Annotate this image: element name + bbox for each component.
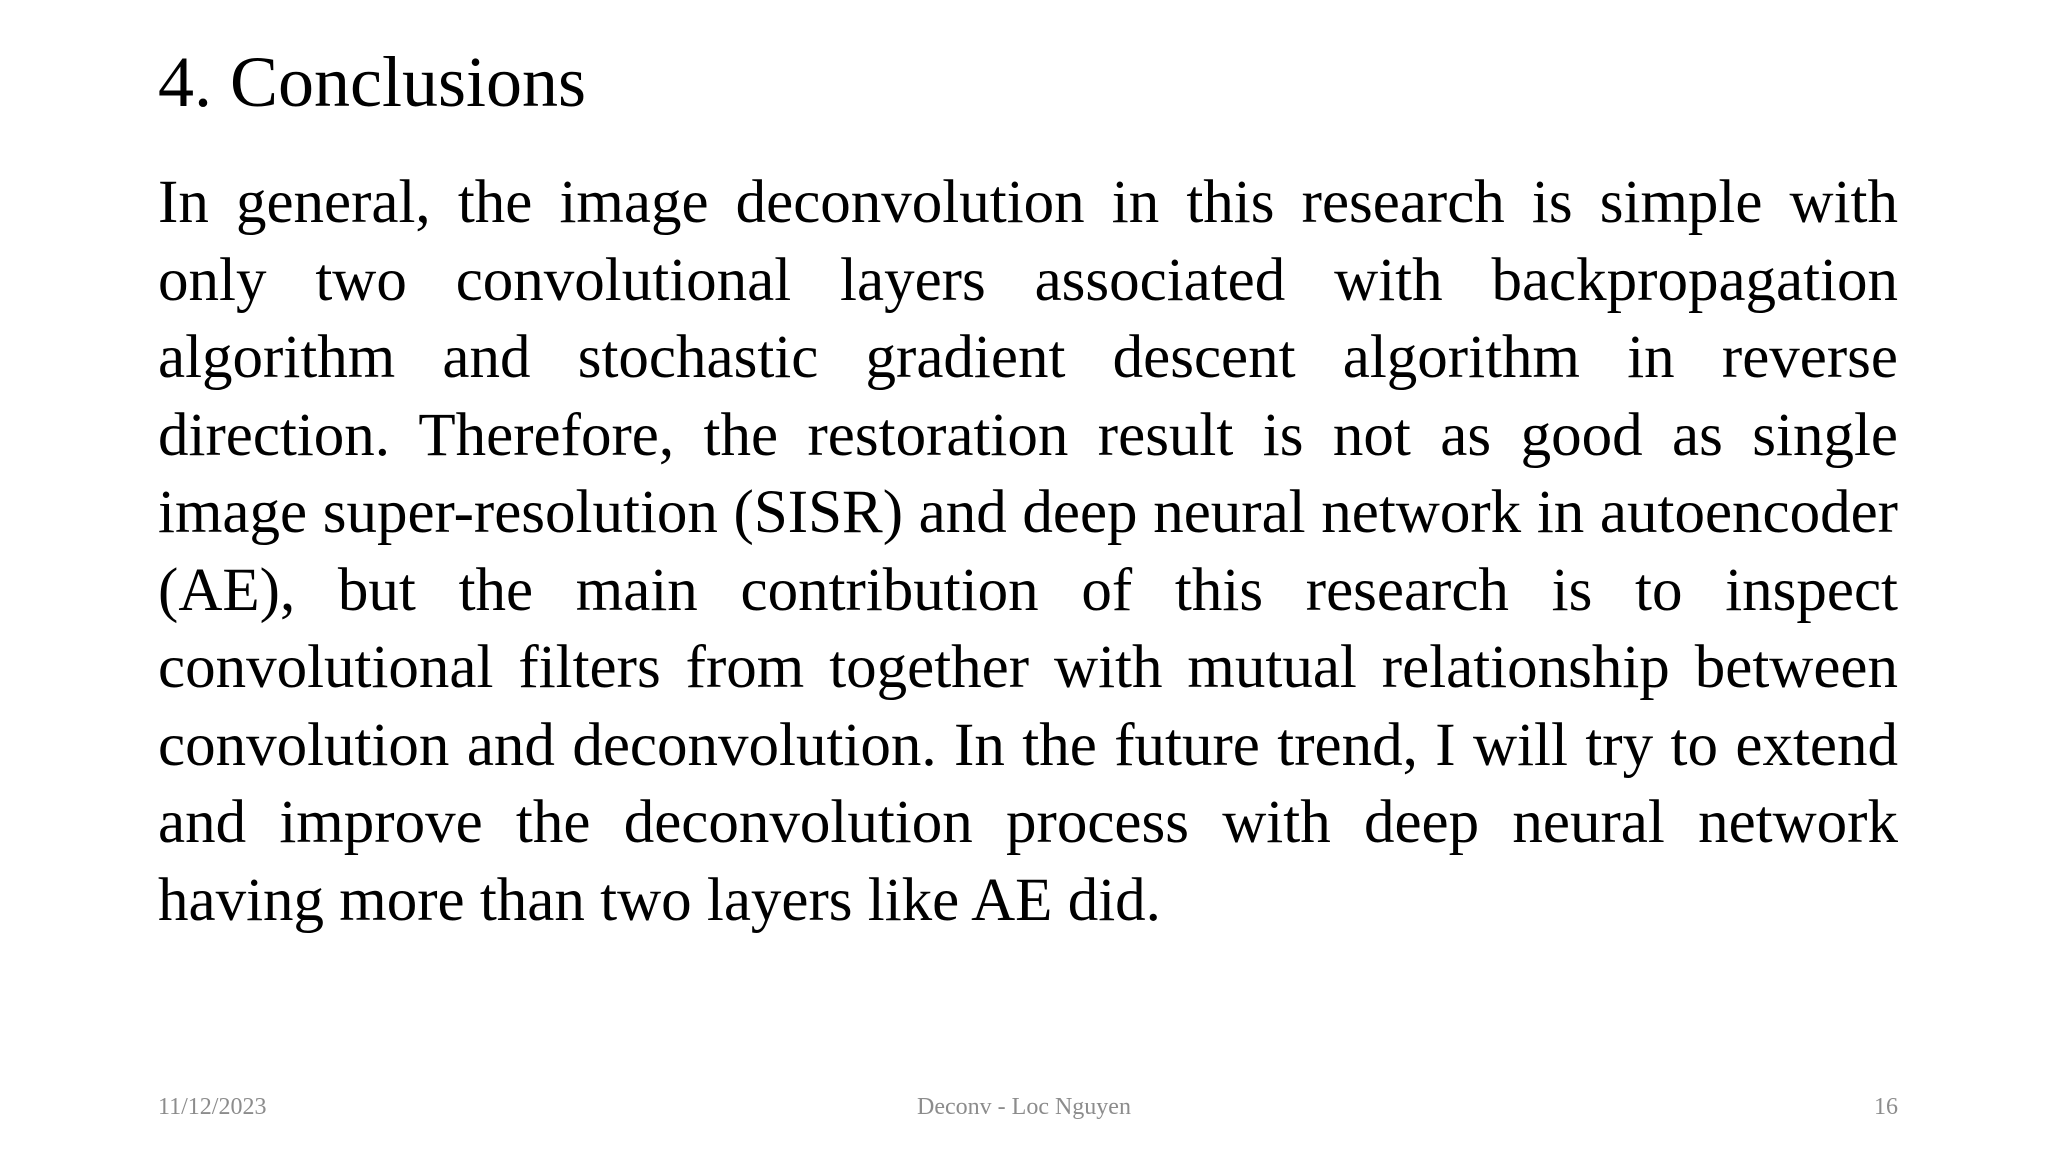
slide-title: 4. Conclusions	[158, 42, 587, 122]
slide-body-text: In general, the image deconvolution in this research is simple with only two convolutional layers associated with backpropagation algorithm and stochastic gradient descent algorithm in reverse direction. Therefore, the restoration result is not as good as single image super-resolution (SISR) and deep neural network in autoencoder (AE), but the main contribution of this research is to inspect convolutional filters from together with mutual relationship between convolution and deconvolution. In the future trend, I will try to extend and improve the deconvolution process with deep neural network having more than two layers like AE did.	[158, 169, 1898, 934]
footer-presentation-title: Deconv - Loc Nguyen	[917, 1094, 1131, 1120]
footer-page-number: 16	[1874, 1094, 1898, 1120]
footer-date: 11/12/2023	[158, 1094, 267, 1120]
